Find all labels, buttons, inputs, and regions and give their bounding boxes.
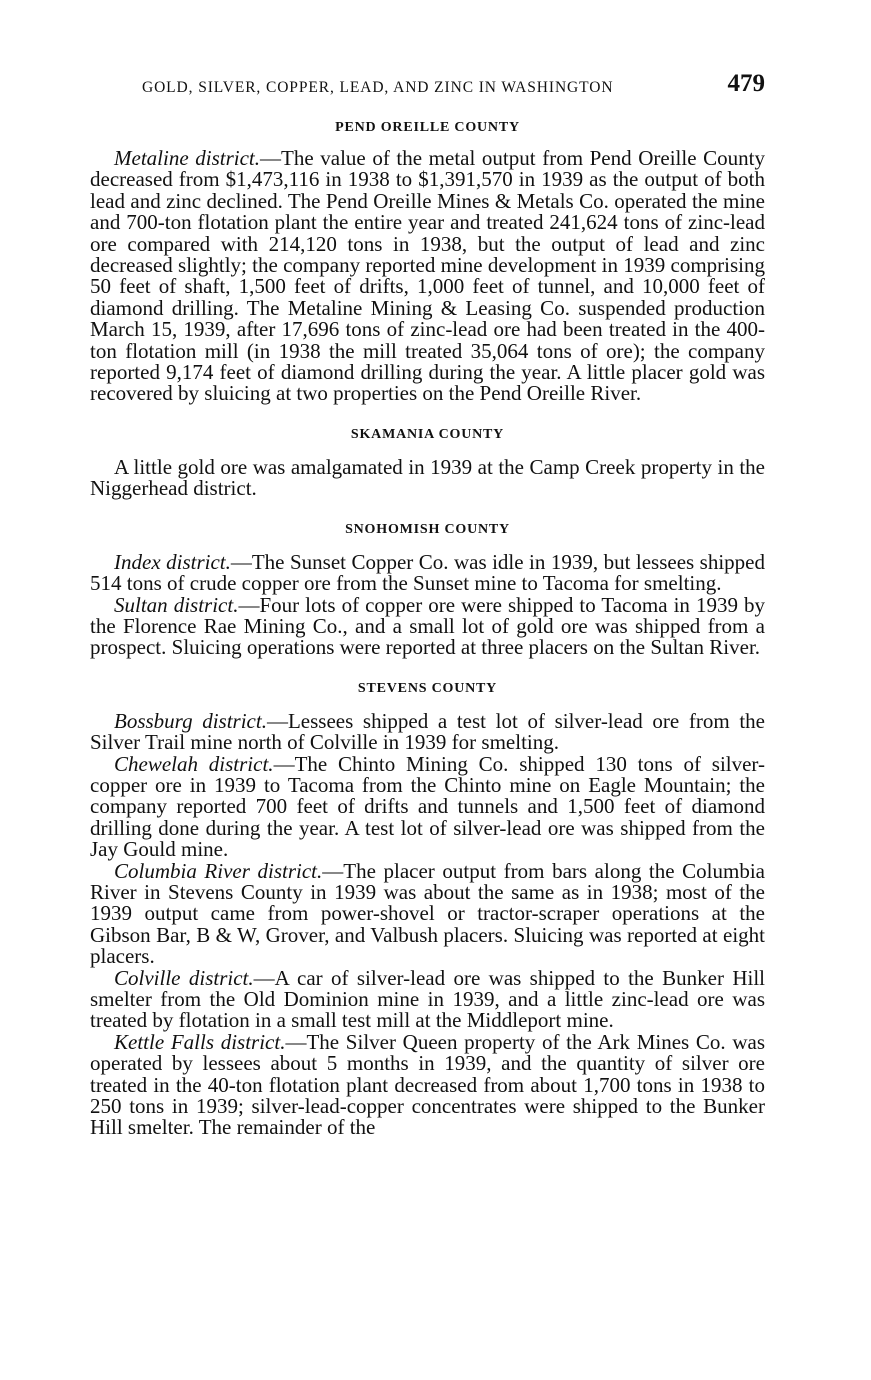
paragraph-text-index: —The Sunset Copper Co. was idle in 1939, but lessees shipped 514 tons of crude copper ore from the Sunset mine to Tacoma for smelting.	[90, 549, 765, 596]
paragraph-text-sultan: —Four lots of copper ore were shipped to Tacoma in 1939 by the Florence Rae Mining Co., and a small lot of gold ore was shipped from a prospect. Sluicing operations were reported at three placers on the Sultan River.	[90, 592, 765, 660]
paragraph-columbia-river	[90, 858, 765, 969]
paragraph-text-metaline: —The value of the metal output from Pend Oreille County decreased from $1,473,116 in 1938 to $1,391,570 in 1939 as the output of both lead and zinc declined. The Pend Oreille Mines & Metals Co. operated the mine and 700-ton flotation plant the entire year and treated 241,624 tons of zinc-lead ore compared with 214,120 tons in 1938, but the output of lead and zinc decreased slightly; the company reported mine development in 1939 comprising 50 feet of shaft, 1,500 feet of drifts, 1,000 feet of tunnel, and 10,000 feet of diamond drilling. The Metaline Mining & Leasing Co. suspended production March 15, 1939, after 17,696 tons of zinc-lead ore had been treated in the 400-ton flotation mill (in 1938 the mill treated 35,064 tons of ore); the company reported 9,174 feet of diamond drilling during the year. A little placer gold was recovered by sluicing at two properties on the Pend Oreille River.	[90, 146, 765, 406]
paragraph-text-columbia-river: —The placer output from bars along the Columbia River in Stevens County in 1939 was about the same as in 1938; most of the 1939 output came from power-shovel or tractor-scraper operations at the Gibson Bar, B & W, Grover, and Valbush placers. Sluicing was reported at eight placers.	[90, 858, 765, 969]
running-head-title: GOLD, SILVER, COPPER, LEAD, AND ZINC IN WASHINGTON	[142, 79, 614, 96]
paragraph-text-colville: —A car of silver-lead ore was shipped to the Bunker Hill smelter from the Old Dominion mine in 1939, and a little zinc-lead ore was treated by flotation in a small test mill at the Middleport mine.	[90, 965, 765, 1033]
section-heading-snohomish: SNOHOMISH COUNTY	[345, 521, 510, 537]
paragraph-text-skamania: A little gold ore was amalgamated in 1939 at the Camp Creek property in the Niggerhead district.	[90, 454, 765, 501]
paragraph-text-kettle-falls: —The Silver Queen property of the Ark Mines Co. was operated by lessees about 5 months in 1939, and the quantity of silver ore treated in the 40-ton flotation plant decreased from about 1,700 tons in 1938 to 250 tons in 1939; silver-lead-copper concentrates were shipped to the Bunker Hill smelter. The remainder of the	[90, 1029, 766, 1140]
paragraph-index	[90, 549, 765, 596]
section-heading-stevens: STEVENS COUNTY	[357, 680, 498, 696]
district-name-colville: Colville district.	[114, 965, 254, 990]
paragraph-text-chewelah: —The Chinto Mining Co. shipped 130 tons of silver-copper ore in 1939 to Tacoma from the Chinto mine on Eagle Mountain; the company reported 700 feet of drifts and tunnels and 1,500 feet of diamond drilling done during the year. A test lot of silver-lead ore was shipped from the Jay Gould mine.	[90, 751, 765, 862]
paragraph-sultan	[90, 592, 765, 660]
district-name-index: Index district.	[114, 549, 231, 574]
paragraph-kettle-falls	[90, 1029, 766, 1140]
district-name-sultan: Sultan district.	[114, 592, 239, 617]
paragraph-chewelah	[90, 751, 765, 862]
section-snohomish	[90, 522, 765, 659]
paragraph-colville	[90, 965, 765, 1033]
section-heading-pend-oreille: PEND OREILLE COUNTY	[335, 120, 520, 135]
district-name-metaline: Metaline district.	[114, 146, 260, 170]
page-number: 479	[727, 70, 765, 97]
district-name-kettle-falls: Kettle Falls district.	[114, 1029, 286, 1054]
paragraph-text-bossburg: —Lessees shipped a test lot of silver-lead ore from the Silver Trail mine north of Colville in 1939 for smelting.	[90, 708, 765, 755]
section-stevens	[90, 681, 765, 1139]
paragraph-metaline	[90, 148, 765, 405]
running-head	[90, 70, 765, 104]
section-skamania	[90, 427, 765, 500]
paragraph-skamania	[90, 454, 765, 501]
district-name-bossburg: Bossburg district.	[114, 708, 267, 733]
section-heading-skamania: SKAMANIA COUNTY	[350, 426, 505, 442]
district-name-chewelah: Chewelah district.	[114, 751, 274, 776]
document-page	[90, 70, 765, 1139]
paragraph-bossburg	[90, 708, 765, 755]
district-name-columbia-river: Columbia River district.	[114, 858, 323, 883]
section-pend-oreille	[90, 120, 765, 405]
